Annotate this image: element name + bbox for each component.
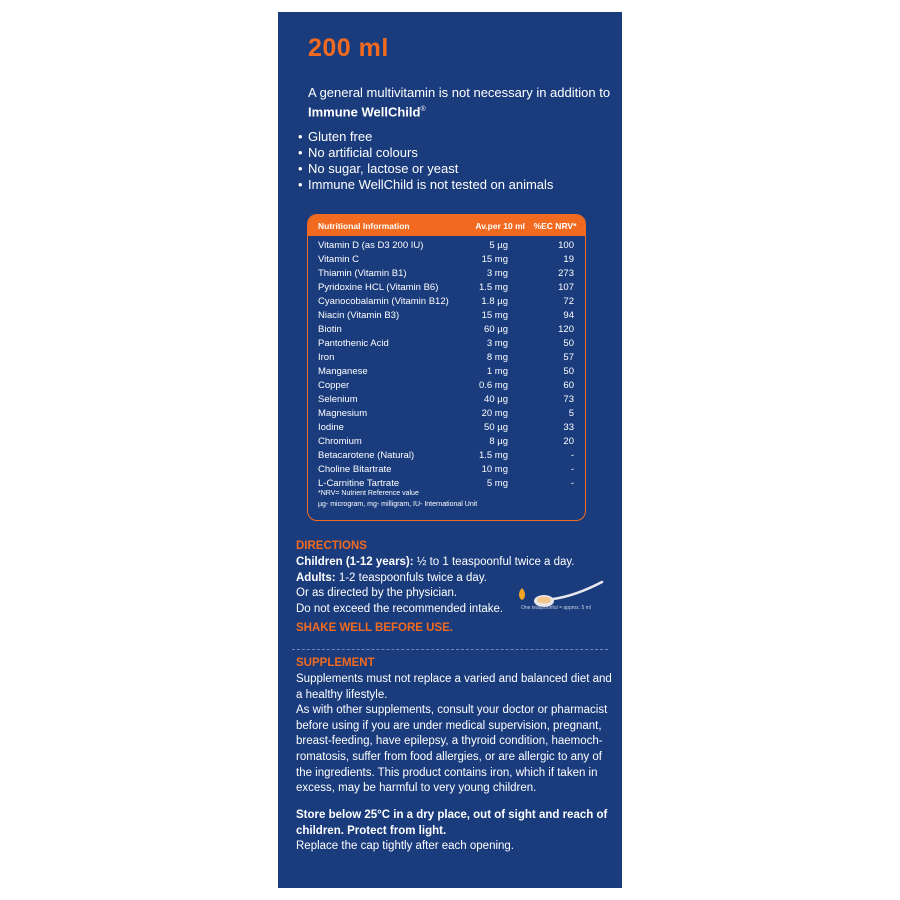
supplement-text — [296, 672, 616, 797]
children-dose: ½ to 1 teaspoonful twice a day. — [416, 556, 575, 568]
nutrient-amount: 8 µg — [489, 436, 508, 447]
nutrient-name: Niacin (Vitamin B3) — [318, 310, 400, 321]
registered-mark: ® — [420, 106, 426, 113]
nutrition-row — [308, 421, 585, 435]
feature-item: • Immune WellChild is not tested on animals — [298, 177, 553, 193]
feature-list — [298, 129, 553, 193]
nutrient-name: Chromium — [318, 436, 362, 447]
feature-item: • No sugar, lactose or yeast — [298, 161, 553, 177]
nutrient-amount: 15 mg — [481, 310, 508, 321]
intro-sentence: A general multivitamin is not necessary in addition to — [308, 85, 611, 100]
nutrition-row — [308, 435, 585, 449]
nutrient-nrv: 273 — [558, 268, 574, 279]
nutrient-nrv: 50 — [563, 338, 574, 349]
nutrient-amount: 10 mg — [481, 464, 508, 475]
nutrition-row — [308, 267, 585, 281]
intake-warning: Do not exceed the recommended intake. — [296, 602, 504, 615]
nutrient-amount: 5 µg — [489, 240, 508, 251]
nutrient-name: Pantothenic Acid — [318, 338, 389, 349]
nutrition-rows — [308, 236, 585, 491]
nutrient-nrv: 5 — [568, 408, 574, 419]
nutrition-row — [308, 323, 585, 337]
nutrition-row — [308, 253, 585, 267]
nutrition-row — [308, 379, 585, 393]
storage-cap-note: Replace the cap tightly after each opening. — [296, 840, 515, 853]
nutrient-amount: 1 mg — [486, 366, 508, 377]
nutrient-name: Selenium — [318, 394, 358, 405]
nutrient-name: Magnesium — [318, 408, 368, 419]
nutrient-amount: 50 µg — [484, 422, 508, 433]
section-divider — [292, 649, 608, 650]
header-nutrient: Nutritional Information — [318, 220, 410, 231]
nutrient-name: Pyridoxine HCL (Vitamin B6) — [318, 282, 439, 293]
nutrient-name: L-Carnitine Tartrate — [318, 478, 400, 489]
nutrition-row — [308, 449, 585, 463]
product-label-panel — [278, 12, 622, 888]
header-amount: Av.per 10 ml — [475, 220, 525, 231]
nutrient-nrv: 57 — [563, 352, 574, 363]
nutrient-amount: 5 mg — [486, 478, 508, 489]
nutrition-row — [308, 281, 585, 295]
nutrition-row — [308, 393, 585, 407]
nutrient-amount: 15 mg — [481, 254, 508, 265]
nutrition-row — [308, 407, 585, 421]
nutrition-row — [308, 295, 585, 309]
directions-heading: DIRECTIONS — [296, 540, 367, 552]
nutrient-nrv: 73 — [563, 394, 574, 405]
nutrient-amount: 40 µg — [484, 394, 508, 405]
storage-bold: Store below 25°C in a dry place, out of sight and reach of children. Protect from light. — [296, 809, 608, 837]
footnote-units: µg- microgram, mg- milligram, IU- International Unit — [318, 501, 478, 508]
nutrition-table — [307, 214, 586, 521]
nutrient-nrv: 107 — [558, 282, 574, 293]
nutrient-amount: 3 mg — [486, 268, 508, 279]
nutrient-name: Choline Bitartrate — [318, 464, 392, 475]
nutrition-row — [308, 463, 585, 477]
header-nrv: %EC NRV* — [533, 220, 577, 231]
nutrient-nrv: 60 — [563, 380, 574, 391]
children-label: Children (1-12 years): — [296, 556, 414, 568]
nutrient-name: Vitamin D (as D3 200 IU) — [318, 240, 424, 251]
nutrient-nrv: 72 — [563, 296, 574, 307]
nutrient-amount: 1.5 mg — [478, 450, 508, 461]
nutrient-amount: 3 mg — [486, 338, 508, 349]
nutrient-nrv: - — [570, 464, 574, 475]
nutrient-name: Manganese — [318, 366, 368, 377]
nutrient-name: Vitamin C — [318, 254, 360, 265]
adults-label: Adults: — [296, 571, 336, 584]
feature-item: • Gluten free — [298, 129, 553, 145]
nutrient-amount: 1.5 mg — [478, 282, 508, 293]
storage-text — [296, 808, 618, 855]
spoon-caption: One teaspoonful = approx. 5 ml — [521, 605, 591, 611]
nutrient-nrv: 20 — [563, 436, 574, 447]
nutrient-nrv: 19 — [563, 254, 574, 265]
nutrition-row — [308, 337, 585, 351]
shake-warning: SHAKE WELL BEFORE USE. — [296, 622, 453, 634]
nutrient-nrv: - — [570, 478, 574, 489]
nutrient-name: Iodine — [318, 422, 344, 433]
nutrient-name: Copper — [318, 380, 350, 391]
nutrition-footnote — [318, 488, 477, 510]
footnote-nrv: *NRV= Nutrient Reference value — [318, 490, 419, 497]
nutrient-nrv: 100 — [558, 240, 574, 251]
nutrient-amount: 1.8 µg — [481, 296, 508, 307]
nutrient-name: Thiamin (Vitamin B1) — [318, 268, 407, 279]
feature-item: • No artificial colours — [298, 145, 553, 161]
nutrient-nrv: 120 — [558, 324, 574, 335]
nutrition-row — [308, 365, 585, 379]
nutrition-table-header — [308, 215, 585, 236]
nutrient-name: Biotin — [318, 324, 342, 335]
nutrition-row — [308, 351, 585, 365]
adults-dose: 1-2 teaspoonfuls twice a day. — [338, 571, 487, 584]
volume-title: 200 ml — [308, 34, 389, 62]
nutrient-nrv: - — [570, 450, 574, 461]
nutrient-name: Cyanocobalamin (Vitamin B12) — [318, 296, 449, 307]
nutrition-row — [308, 309, 585, 323]
supplement-heading: SUPPLEMENT — [296, 657, 375, 669]
nutrient-name: Betacarotene (Natural) — [318, 450, 415, 461]
nutrient-amount: 8 mg — [486, 352, 508, 363]
supplement-para-2: As with other supplements, consult your doctor or pharmacist before using if you are under medical supervision, pregnant, breast-feeding, have epilepsy, a thyroid condition, haemoch-romatosis, suffer from food allergies, or are allergic to any of the ingredients. This product contains iron, which if taken in excess, may be harmful to very young children. — [296, 704, 608, 795]
supplement-para-1: Supplements must not replace a varied and balanced diet and a healthy lifestyle. — [296, 673, 612, 701]
intro-text — [308, 84, 618, 120]
brand-name: Immune WellChild — [308, 104, 421, 120]
physician-note: Or as directed by the physician. — [296, 587, 458, 599]
nutrient-nrv: 50 — [563, 366, 574, 377]
nutrient-amount: 0.6 mg — [478, 380, 508, 391]
nutrition-row — [308, 239, 585, 253]
nutrient-nrv: 94 — [563, 310, 574, 321]
nutrient-amount: 60 µg — [484, 324, 508, 335]
nutrient-name: Iron — [318, 352, 335, 363]
nutrient-nrv: 33 — [563, 422, 574, 433]
nutrient-amount: 20 mg — [481, 408, 508, 419]
